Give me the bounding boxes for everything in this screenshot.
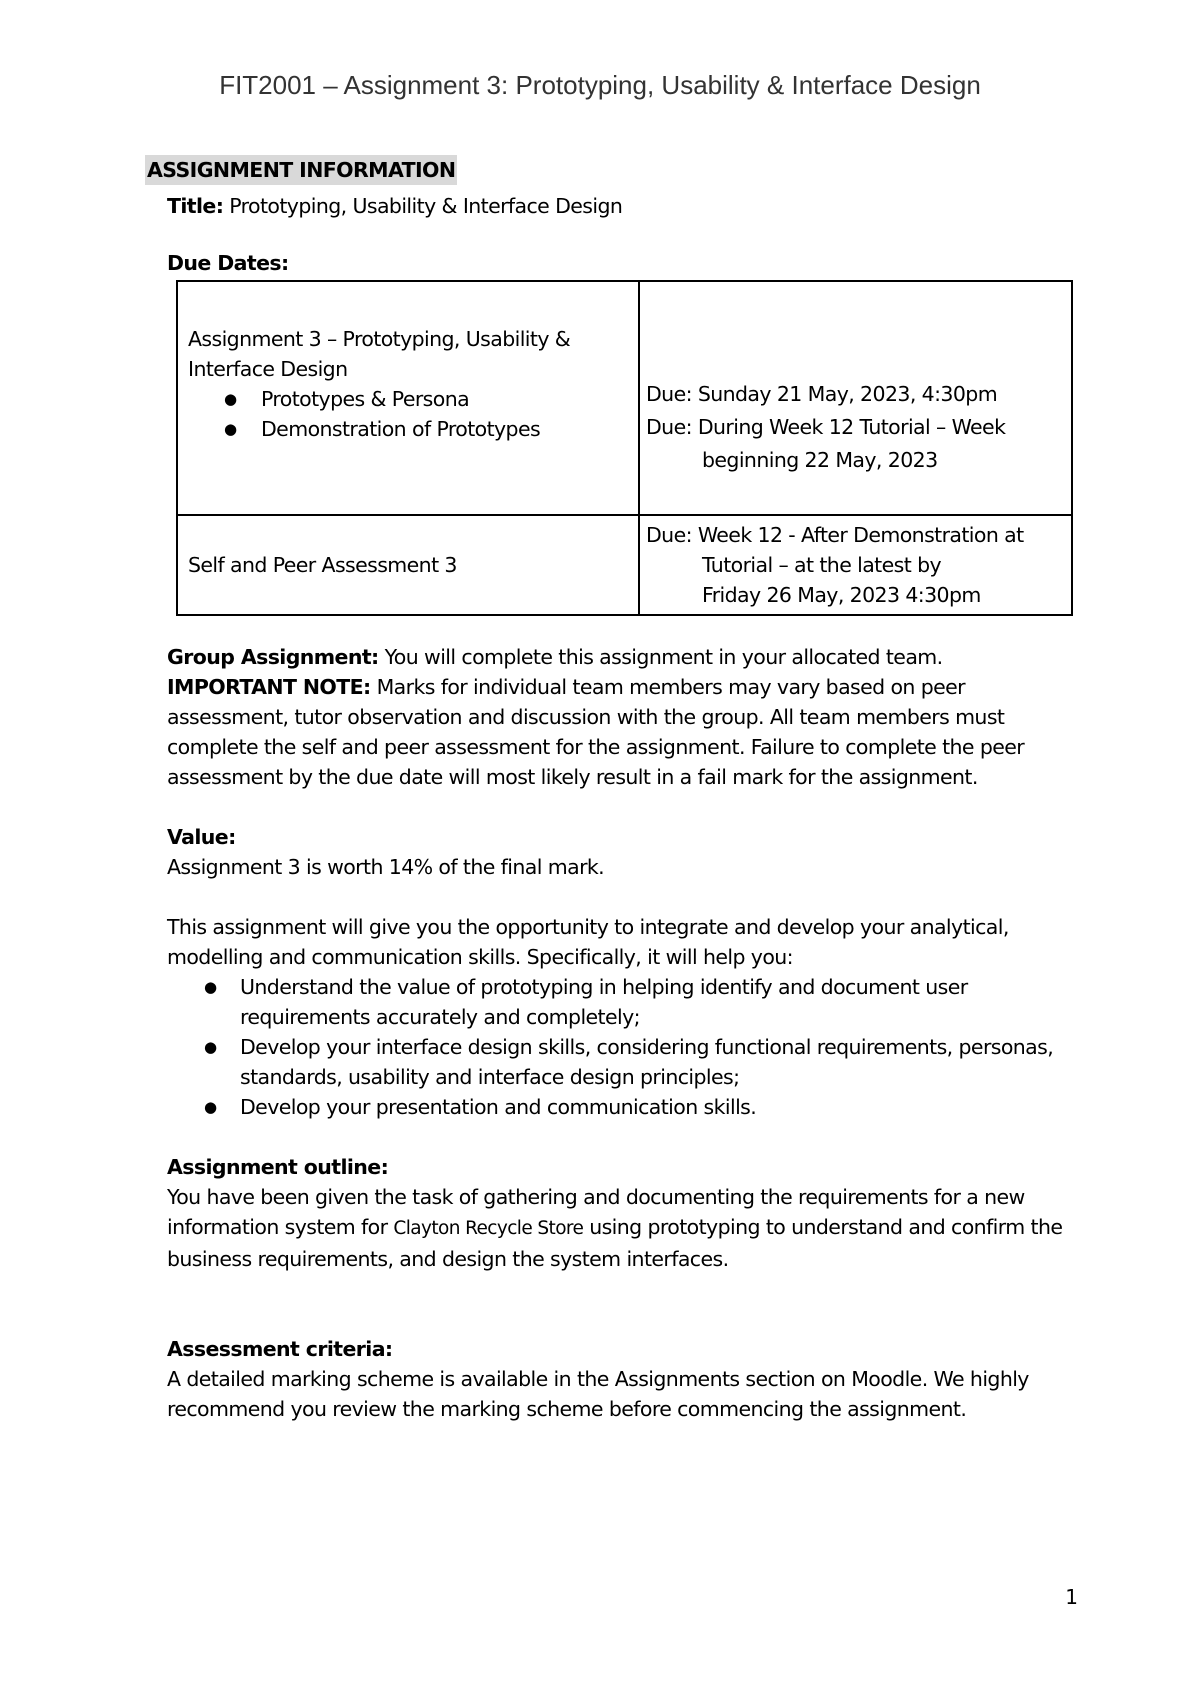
title-line [167, 191, 1077, 221]
outline-text-after: using prototyping to understand and confirm the business requirements, and design the system interfaces. [167, 1215, 1063, 1271]
due-value-continued: beginning 22 May, 2023 [702, 447, 938, 472]
due-cell-self-peer: Self and Peer Assessment 3 [177, 515, 639, 615]
due-line-demonstration [646, 411, 1065, 444]
assignment-outline-label: Assignment outline: [167, 1155, 389, 1179]
due-cell-self-peer-dates [639, 515, 1072, 615]
due-dates-label: Due Dates: [167, 251, 289, 275]
due-label: Due: [646, 523, 692, 547]
due-value: Sunday 21 May, 2023, 4:30pm [691, 381, 998, 406]
assignment-outline-text [167, 1182, 1077, 1274]
assessment-criteria-text: A detailed marking scheme is available in the Assignments section on Moodle. We highly recommend you review the marking scheme before commencing the assignment. [167, 1367, 1029, 1421]
due-label: Due: [646, 414, 692, 439]
value-label: Value: [167, 825, 236, 849]
page-number: 1 [1065, 1585, 1078, 1609]
skills-list [167, 972, 1077, 1122]
due-value: During Week 12 Tutorial – Week [691, 414, 1006, 439]
page-header-title: FIT2001 – Assignment 3: Prototyping, Usability & Interface Design [219, 70, 981, 100]
due-value-continued: Friday 26 May, 2023 4:30pm [702, 583, 981, 607]
due-value: Week 12 - After Demonstration at [691, 523, 1024, 547]
outline-text-before: You have been given the task of gathering and documenting the requirements for a new information system for [167, 1185, 1025, 1239]
group-assignment-text: You will complete this assignment in your allocated team. [378, 645, 943, 669]
list-item: ● Develop your interface design skills, considering functional requirements, personas, standards, usability and interface design principles; [167, 1032, 1077, 1092]
due-line-prototypes [646, 378, 1065, 411]
document-body [147, 155, 1077, 1424]
intro-paragraph: This assignment will give you the opportunity to integrate and develop your analytical, modelling and communication skills. Specifically, it will help you: [167, 915, 1009, 969]
deliverables-list [188, 384, 628, 444]
list-item: ● Demonstration of Prototypes [188, 414, 628, 444]
section-heading-assignment-information: ASSIGNMENT INFORMATION [145, 155, 457, 185]
important-note-text: Marks for individual team members may vary based on peer assessment, tutor observation and discussion with the group. All team members must complete the self and peer assessment for the assignment. Failure to complete the peer assessment by the due date will most likely result in a fail mark for the assignment. [167, 675, 1025, 789]
list-item: ● Understand the value of prototyping in helping identify and document user requirements accurately and completely; [167, 972, 1077, 1032]
title-label: Title: [167, 194, 224, 218]
list-item: ● Develop your presentation and communication skills. [167, 1092, 1077, 1122]
title-value: Prototyping, Usability & Interface Design [223, 194, 623, 218]
due-cell-dates [639, 281, 1072, 515]
store-name: Clayton Recycle Store [393, 1218, 584, 1239]
assignment-title-line: Interface Design [188, 357, 348, 381]
due-cell-assignment [177, 281, 639, 515]
due-line-self-peer [646, 520, 1065, 550]
assignment-title-line: Assignment 3 – Prototyping, Usability & [188, 327, 571, 351]
due-value-continued: Tutorial – at the latest by [702, 553, 942, 577]
table-row [177, 515, 1072, 615]
group-assignment-paragraph [167, 642, 1077, 792]
due-dates-table [176, 280, 1073, 616]
assessment-criteria-label: Assessment criteria: [167, 1337, 393, 1361]
group-assignment-label: Group Assignment: [167, 645, 379, 669]
due-label: Due: [646, 381, 692, 406]
table-row [177, 281, 1072, 515]
value-text: Assignment 3 is worth 14% of the final mark. [167, 855, 605, 879]
important-note-label: IMPORTANT NOTE: [167, 675, 371, 699]
list-item: ● Prototypes & Persona [188, 384, 628, 414]
